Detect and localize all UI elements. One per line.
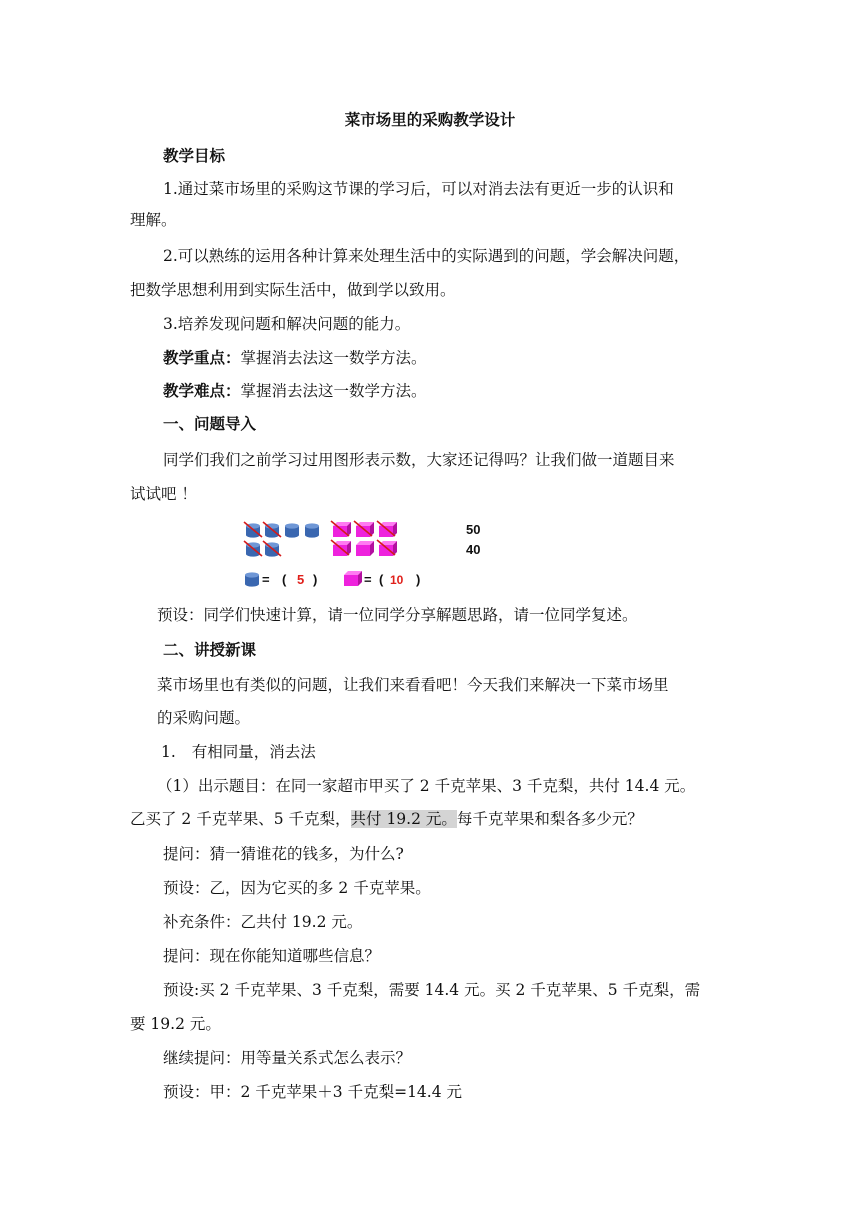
cube-close-paren: ) <box>416 572 421 587</box>
goal-2-line-1: 2.可以熟练的运用各种计算来处理生活中的实际遇到的问题，学会解决问题， <box>163 247 690 265</box>
preset-equation-jia: 预设：甲：2 千克苹果＋3 千克梨=14.4 元 <box>163 1083 463 1101</box>
difficulty-point <box>163 380 427 402</box>
cube-legend-icon <box>344 571 362 586</box>
cylinder-legend-icon <box>245 572 259 586</box>
section-1-paragraph-line-1: 同学们我们之前学习过用图形表示数，大家还记得吗？让我们做一道题目来 <box>163 451 675 469</box>
goal-1-line-1: 1.通过菜市场里的采购这节课的学习后，可以对消去法有更近一步的认识和 <box>163 180 674 198</box>
cube-open-paren: ( <box>379 572 384 587</box>
shape-equation-diagram <box>240 516 500 592</box>
row-2-cylinder-2 <box>263 541 281 557</box>
cylinder-equals: = <box>262 572 270 587</box>
cylinder-answer: 5 <box>297 572 305 587</box>
supplementary-condition: 补充条件：乙共付 19.2 元。 <box>163 913 363 931</box>
section-2-heading: 二、讲授新课 <box>163 640 257 659</box>
goal-1-line-2: 理解。 <box>130 211 177 229</box>
row-2-cube-1 <box>331 540 351 556</box>
key-point-label: 教学重点： <box>163 348 241 367</box>
row-1-cylinder-4 <box>305 523 319 537</box>
preset-answer-1: 预设：乙，因为它买的多 2 千克苹果。 <box>163 879 431 897</box>
list-item-1 <box>161 741 316 763</box>
ask-equation: 继续提问：用等量关系式怎么表示？ <box>163 1049 412 1067</box>
section-1-heading: 一、问题导入 <box>163 414 257 433</box>
section-2-paragraph-line-2: 的采购问题。 <box>157 709 251 727</box>
goals-heading: 教学目标 <box>163 146 226 165</box>
highlighted-payment-text: 共付 19.2 元。 <box>350 810 457 828</box>
difficulty-label: 教学难点： <box>163 381 241 400</box>
question-line-2-part-2: 每千克苹果和梨各多少元？ <box>456 810 643 828</box>
key-point-text: 掌握消去法这一数学方法。 <box>240 349 427 367</box>
list-item-1-number: 1. <box>161 743 176 761</box>
cube-answer: 10 <box>390 573 404 587</box>
row-1-cube-3 <box>377 521 397 537</box>
cube-equals: = <box>364 572 372 587</box>
document-title: 菜市场里的采购教学设计 <box>344 110 516 129</box>
question-line-2-part-1: 乙买了 2 千克苹果、5 千克梨， <box>130 810 351 828</box>
section-1-preset: 预设：同学们快速计算，请一位同学分享解题思路，请一位同学复述。 <box>157 606 638 624</box>
question-line-1: （1）出示题目：在同一家超市甲买了 2 千克苹果、3 千克梨，共付 14.4 元。 <box>157 777 696 795</box>
section-2-paragraph-line-1: 菜市场里也有类似的问题，让我们来看看吧！今天我们来解决一下菜市场里 <box>157 676 669 694</box>
row-2-cube-2 <box>356 541 374 556</box>
list-item-1-text: 有相同量，消去法 <box>191 743 316 761</box>
cylinder-open-paren: ( <box>282 572 287 587</box>
preset-answer-2-line-2: 要 19.2 元。 <box>130 1015 221 1033</box>
goal-2-line-2: 把数学思想利用到实际生活中，做到学以致用。 <box>130 281 456 299</box>
ask-information: 提问：现在你能知道哪些信息？ <box>163 947 381 965</box>
diagram-svg <box>240 516 500 592</box>
question-line-2 <box>130 808 643 830</box>
row-2-cube-3 <box>377 540 397 556</box>
row-1-cube-2 <box>354 521 374 537</box>
section-1-paragraph-line-2: 试试吧 ！ <box>130 485 197 503</box>
row-2-cylinder-1 <box>244 541 262 557</box>
ask-guess: 提问：猜一猜谁花的钱多，为什么? <box>163 845 404 863</box>
row-1-cylinder-1 <box>244 522 262 538</box>
row-1-total: 50 <box>466 522 481 537</box>
cylinder-close-paren: ) <box>313 572 318 587</box>
goal-3: 3.培养发现问题和解决问题的能力。 <box>163 315 411 333</box>
row-1-cube-1 <box>331 521 351 537</box>
preset-answer-2-line-1: 预设:买 2 千克苹果、3 千克梨，需要 14.4 元。买 2 千克苹果、5 千克梨，需 <box>163 981 701 999</box>
row-2-total: 40 <box>466 542 481 557</box>
row-1-cylinder-3 <box>285 523 299 537</box>
difficulty-text: 掌握消去法这一数学方法。 <box>240 382 427 400</box>
row-1-cylinder-2 <box>263 522 281 538</box>
key-point <box>163 347 427 369</box>
